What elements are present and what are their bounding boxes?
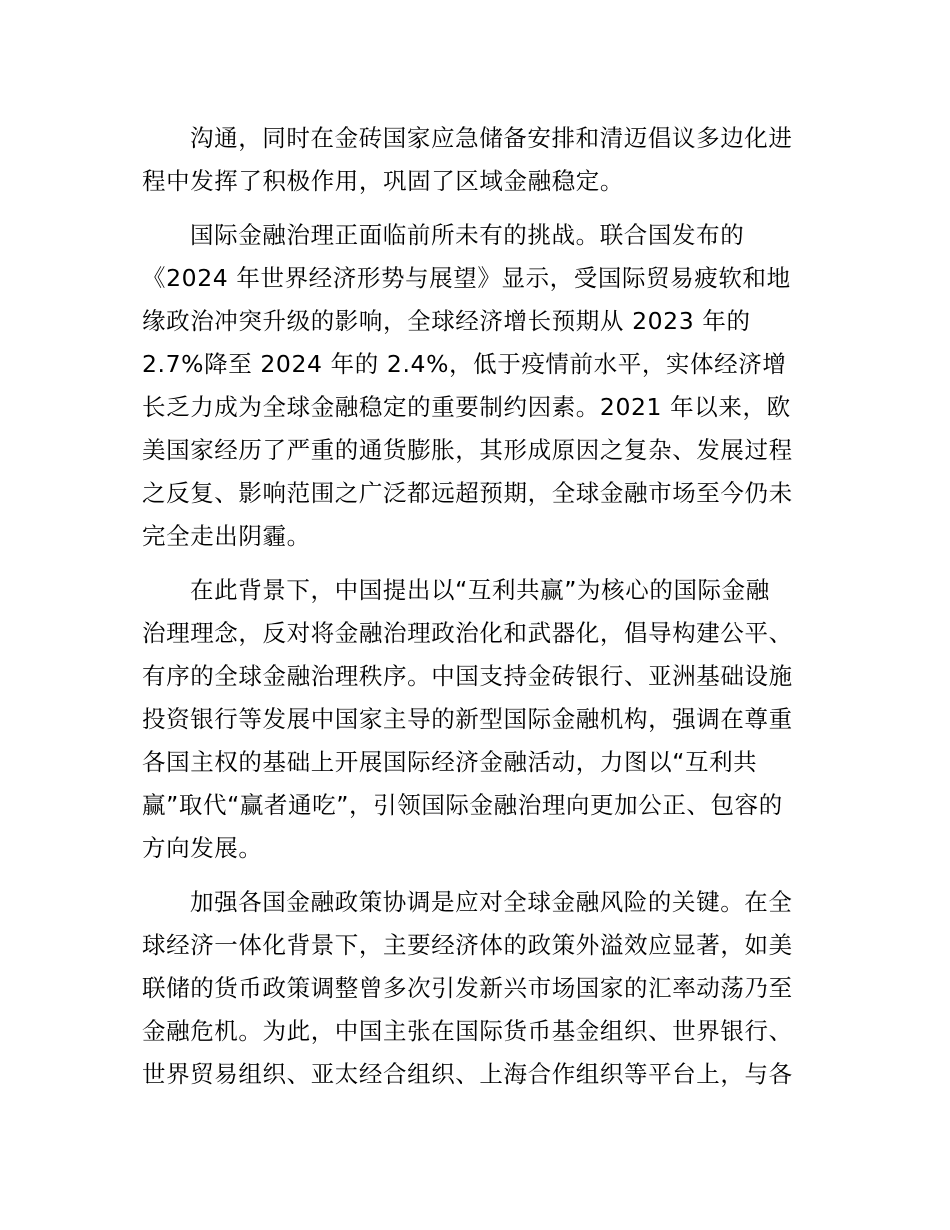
paragraph-1 (142, 117, 812, 203)
paragraph-line: 联储的货币政策调整曾多次引发新兴市场国家的汇率动荡乃至 (142, 974, 793, 1002)
paragraph-line: 赢”取代“赢者通吃”，引领国际金融治理向更加公正、包容的 (142, 791, 783, 819)
paragraph-line: 球经济一体化背景下，主要经济体的政策外溢效应显著，如美 (142, 931, 793, 959)
paragraph-3 (142, 569, 812, 870)
paragraph-line: 美国家经历了严重的通货膨胀，其形成原因之复杂、发展过程 (142, 436, 793, 464)
paragraph-line: 方向发展。 (142, 834, 263, 862)
paragraph-line: 长乏力成为全球金融稳定的重要制约因素。2021 年以来，欧 (142, 393, 791, 421)
paragraph-line: 各国主权的基础上开展国际经济金融活动，力图以“互利共 (142, 748, 758, 776)
paragraph-line: 投资银行等发展中国家主导的新型国际金融机构，强调在尊重 (142, 705, 793, 733)
paragraph-line: 治理理念，反对将金融治理政治化和武器化，倡导构建公平、 (142, 619, 793, 647)
paragraph-line: 世界贸易组织、亚太经合组织、上海合作组织等平台上，与各 (142, 1060, 793, 1088)
paragraph-line: 在此背景下，中国提出以“互利共赢”为核心的国际金融 (190, 576, 770, 604)
paragraph-4 (142, 881, 812, 1096)
paragraph-line: 沟通，同时在金砖国家应急储备安排和清迈倡议多边化进 (190, 124, 793, 152)
paragraph-line: 国际金融治理正面临前所未有的挑战。联合国发布的 (190, 221, 745, 249)
paragraph-line: 《2024 年世界经济形势与展望》显示，受国际贸易疲软和地 (142, 264, 791, 292)
paragraph-line: 加强各国金融政策协调是应对全球金融风险的关键。在全 (190, 888, 793, 916)
paragraph-2 (142, 214, 812, 558)
paragraph-line: 2.7%降至 2024 年的 2.4%，低于疫情前水平，实体经济增 (142, 350, 787, 378)
paragraph-line: 金融危机。为此，中国主张在国际货币基金组织、世界银行、 (142, 1017, 793, 1045)
document-body (142, 117, 812, 1107)
paragraph-line: 缘政治冲突升级的影响，全球经济增长预期从 2023 年的 (142, 307, 751, 335)
paragraph-line: 有序的全球金融治理秩序。中国支持金砖银行、亚洲基础设施 (142, 662, 793, 690)
paragraph-line: 之反复、影响范围之广泛都远超预期，全球金融市场至今仍未 (142, 479, 793, 507)
paragraph-line: 程中发挥了积极作用，巩固了区域金融稳定。 (142, 167, 624, 195)
paragraph-line: 完全走出阴霾。 (142, 522, 311, 550)
